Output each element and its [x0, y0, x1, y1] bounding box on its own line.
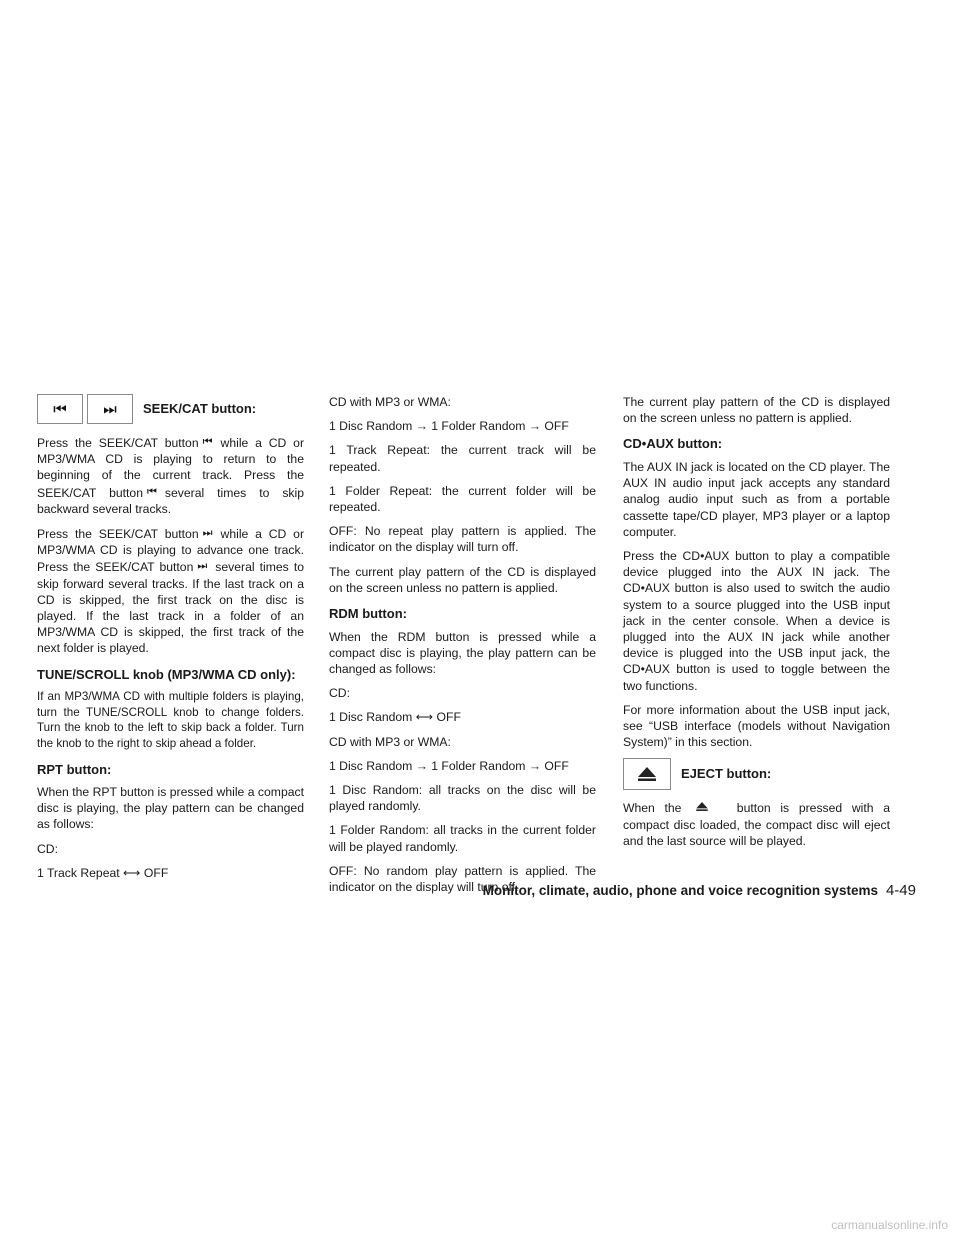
mp3-label: CD with MP3 or WMA: — [329, 395, 451, 409]
mp3-label-2: CD with MP3 or WMA: — [329, 734, 451, 749]
column-2 — [329, 394, 596, 903]
folder-repeat-text: 1 Folder Repeat: the current folder will be repeated. — [329, 483, 596, 515]
skip-back-icon: ⏮ — [37, 394, 83, 424]
eject-heading: EJECT button: — [681, 766, 772, 782]
seek-back-paragraph: Press the SEEK/CAT button ⏮ while a CD or MP3/WMA CD is playing to return to the beginning of the current track. Press the SEEK/CAT button ⏮ several times to skip backward several tracks. — [37, 436, 305, 516]
eject-paragraph: When the button is pressed with a compact disc loaded, the compact disc will eject and the last source will be played. — [623, 801, 890, 848]
track-repeat-text: 1 Track Repeat: the current track will be repeated. — [329, 443, 596, 474]
mp3-random-pattern: 1 Disc Random → 1 Folder Random → OFF — [329, 758, 569, 773]
off-repeat-text: OFF: No repeat play pattern is applied. The indicator on the display will turn off. — [329, 524, 596, 555]
cd-label: CD: — [329, 686, 350, 701]
aux-heading: CD•AUX button: — [623, 436, 723, 452]
seek-heading-row — [37, 394, 304, 424]
rpt-paragraph: When the RPT button is pressed while a compact disc is playing, the play pattern can be changed as follows: — [37, 785, 304, 832]
column-3 — [623, 394, 890, 857]
page-footer — [483, 882, 916, 899]
watermark: carmanualsonline.info — [831, 1218, 948, 1232]
skip-forward-icon: ⏭ — [87, 394, 133, 424]
aux-paragraph-1: The AUX IN jack is located on the CD player. The AUX IN audio input jack accepts any standard analog audio input such as from a portable cassette tape/CD player, MP3 player or a laptop computer. — [623, 459, 890, 539]
off-random-text: OFF: No random play pattern is applied. The indicator on the display will turn off. — [329, 863, 596, 894]
eject-icon — [691, 800, 727, 816]
tune-heading: TUNE/SCROLL knob (MP3/WMA CD only): — [37, 666, 296, 682]
cd-label: CD: — [37, 841, 58, 856]
skip-forward-icon: ⏭ — [197, 560, 206, 573]
eject-heading-row — [623, 758, 890, 790]
current-pattern-text: The current play pattern of the CD is displayed on the screen unless no pattern is applied. — [329, 564, 596, 595]
footer-section-title: Monitor, climate, audio, phone and voice recognition systems — [482, 883, 878, 898]
aux-paragraph-2: Press the CD•AUX button to play a compatible device plugged into the AUX IN jack. The CD•AUX button is also used to switch the audio system to a source plugged into the USB input jack in the center console. When a device is plugged into the AUX IN jack while another device is plugged into the USB input jack, the CD•AUX button is used to toggle between the two functions. — [623, 548, 890, 693]
rpt-heading: RPT button: — [37, 761, 112, 777]
page-number: 4-49 — [885, 882, 916, 899]
disc-random-text: 1 Disc Random: all tracks on the disc will be played randomly. — [329, 782, 596, 814]
current-pattern-text: The current play pattern of the CD is displayed on the screen unless no pattern is applied. — [623, 395, 890, 426]
cd-random-pattern: 1 Disc Random ⟷ OFF — [329, 710, 461, 725]
rdm-paragraph: When the RDM button is pressed while a compact disc is playing, the play pattern can be changed as follows: — [329, 629, 596, 676]
rdm-heading: RDM button: — [329, 606, 407, 622]
skip-forward-icon: ⏭ — [202, 527, 211, 540]
seek-forward-paragraph: Press the SEEK/CAT button ⏭ while a CD or MP3/WMA CD is playing to advance one track. Press the SEEK/CAT button ⏭ several times to skip forward several tracks. If the last track on a CD is skipped, the first track on the disc is played. If the last track in a folder of an MP3/WMA CD is skipped, the first track of the next folder is played. — [37, 527, 305, 656]
seek-heading: SEEK/CAT button: — [143, 400, 257, 416]
aux-paragraph-3: For more information about the USB input jack, see “USB interface (models without Navigation System)” in this section. — [623, 702, 890, 750]
eject-icon — [623, 758, 671, 790]
skip-back-icon: ⏮ — [147, 485, 155, 498]
folder-random-text: 1 Folder Random: all tracks in the current folder will be played randomly. — [329, 823, 596, 854]
tune-paragraph: If an MP3/WMA CD with multiple folders is playing, turn the TUNE/SCROLL knob to change folders. Turn the knob to the left to skip back a folder. Turn the knob to the right to skip ahead a folder. — [37, 690, 304, 750]
skip-back-icon: ⏮ — [202, 436, 211, 448]
column-1 — [37, 394, 304, 889]
cd-pattern: 1 Track Repeat ⟷ OFF — [37, 865, 169, 880]
mp3-repeat-pattern: 1 Disc Random → 1 Folder Random → OFF — [329, 419, 569, 434]
